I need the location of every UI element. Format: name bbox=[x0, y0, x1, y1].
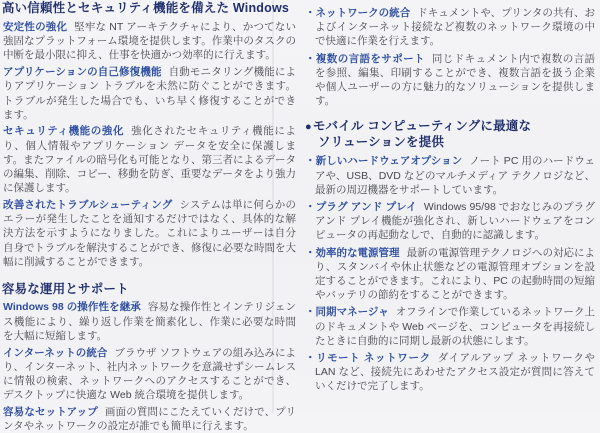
feature-text: Windows 95/98 でおなじみのプラグ アンド プレイ機能が強化され、新しいハードウェアをコンピュータの再起動なしで、自動的に認識します。 bbox=[315, 201, 595, 242]
feature-item-remote-network bbox=[305, 351, 595, 394]
feature-term: 効率的な電源管理 bbox=[315, 246, 400, 259]
feature-item-plug-and-play bbox=[305, 200, 595, 243]
feature-term: 安定性の強化 bbox=[3, 21, 68, 33]
feature-item-power-management bbox=[305, 246, 595, 303]
feature-term: インターネットの統合 bbox=[3, 346, 108, 359]
feature-text: システムは単に何らかのエラーが発生したことを通知するだけではなく、具体的な解決方法を示すようになりました。これによりユーザーは自分自身でトラブルを解決することができ、修復に必要な時間を大幅に削減することができます。 bbox=[3, 198, 296, 268]
feature-term: リモート ネットワーク bbox=[316, 352, 431, 365]
feature-item-new-hardware bbox=[305, 154, 595, 197]
bullet-icon: ・ bbox=[305, 155, 316, 168]
feature-text: 画面の質問にこたえていくだけで、プリンタやネットワークの設定が誰でも簡単に行えます。 bbox=[3, 405, 297, 433]
right-column bbox=[305, 0, 595, 394]
feature-item-easy-setup bbox=[3, 405, 296, 433]
feature-term: 容易なセットアップ bbox=[3, 405, 98, 418]
section-heading-text-line1: モバイル コンピューティングに最適な bbox=[312, 119, 532, 134]
feature-text: 強化されたセキュリティ機能により、個人情報やアプリケーション データを安全に保護します。またファイルの暗号化も可能となり、第三者によるデータの編集、削除、コピー、移動を防ぎ、重要なデータをより強力に保護します。 bbox=[3, 125, 296, 195]
feature-text: ドキュメントや、プリンタの共有、およびインターネット接続など複数のネットワーク環境の中で快適に作業を行えます。 bbox=[315, 7, 596, 48]
feature-term: 同期マネージャ bbox=[315, 306, 389, 319]
feature-item-stability bbox=[3, 20, 296, 63]
bullet-icon: ・ bbox=[305, 201, 316, 214]
bullet-icon: ・ bbox=[305, 7, 316, 19]
feature-term: 改善されたトラブルシューティング bbox=[3, 198, 173, 211]
feature-text: 同じドキュメント内で複数の言語を参照、編集、印刷することができ、複数言語を扱う企業や個人ユーザーの方に魅力的なソリューションを提供します。 bbox=[315, 52, 596, 108]
section-heading-text-line2: ソリューションを提供 bbox=[318, 135, 445, 150]
feature-item-network-integration bbox=[305, 6, 595, 49]
feature-item-troubleshooting bbox=[3, 198, 296, 269]
feature-text: ブラウザ ソフトウェアの組み込みにより、インターネット、社内ネットワークを意識せずシームレスに情報の検索、ネットワークへのアクセスすることができ、デスクトップに快適な Web 統合環境を提供します。 bbox=[3, 346, 296, 402]
feature-item-security bbox=[3, 124, 296, 195]
feature-text: 堅牢な NT アーキテクチャにより、かつてない強固なプラットフォーム環境を提供します。作業中のタスクの中断を最小限に抑え、仕事を快適かつ効率的に行えます。 bbox=[3, 21, 297, 62]
feature-term: 複数の言語をサポート bbox=[315, 52, 425, 65]
feature-text: 自動モニタリング機能によりアプリケーション トラブルを未然に防ぐことができます。トラブルが発生した場合でも、いち早く修復することができます。 bbox=[3, 66, 297, 121]
feature-text: 容易な操作性とインテリジェンス機能により、繰り返し作業を簡素化し、作業に必要な時間を大幅に短縮します。 bbox=[3, 301, 296, 342]
bullet-icon: ・ bbox=[305, 306, 316, 319]
feature-item-self-repair bbox=[3, 65, 296, 122]
feature-text: 最新の電源管理テクノロジへの対応により、スタンバイや休止状態などの電源管理オプションを設定することができます。これにより、PC の起動時間の短縮やバッテリの節約をすることができます。 bbox=[315, 246, 596, 302]
left-column bbox=[3, 0, 296, 433]
feature-term: ネットワークの統合 bbox=[315, 7, 411, 19]
section-bullet-icon bbox=[0, 3, 1, 15]
feature-text: オフラインで作業しているネットワーク上のドキュメントや Web ページを、コンピュータを再接続したときに自動的に同期し最新の状態にします。 bbox=[315, 306, 596, 347]
bullet-icon: ・ bbox=[305, 246, 316, 259]
section-heading-text: 高い信頼性とセキュリティ機能を備えた Windows bbox=[1, 1, 290, 15]
feature-item-win98-usability bbox=[3, 300, 296, 343]
feature-term: Windows 98 の操作性を継承 bbox=[3, 301, 141, 314]
feature-text: ダイアルアップ ネットワークや LAN など、接続先にあわせたアクセス設定が質問に答えていくだけで完了します。 bbox=[315, 352, 596, 393]
feature-item-multilingual bbox=[305, 52, 595, 109]
section-heading-easy-operation bbox=[3, 281, 296, 298]
feature-text: ノート PC 用のハードウェアや、USB、DVD などのマルチメディア テクノロジなど、最新の周辺機器をサポートしています。 bbox=[315, 155, 596, 196]
section-bullet-icon: ● bbox=[305, 121, 312, 134]
feature-term: プラグ アンド プレイ bbox=[315, 201, 417, 214]
section-bullet-icon bbox=[0, 284, 1, 296]
feature-item-sync-manager bbox=[305, 305, 595, 348]
feature-term: アプリケーションの自己修復機能 bbox=[3, 66, 162, 79]
section-heading-reliability bbox=[3, 0, 296, 17]
feature-term: セキュリティ機能の強化 bbox=[3, 125, 125, 138]
bullet-icon: ・ bbox=[305, 352, 317, 365]
bullet-icon: ・ bbox=[305, 52, 316, 65]
section-heading-mobile-computing bbox=[305, 119, 595, 150]
feature-term: 新しいハードウェアオプション bbox=[315, 155, 463, 168]
feature-item-internet-integration bbox=[3, 346, 296, 403]
section-heading-text: 容易な運用とサポート bbox=[1, 281, 129, 296]
